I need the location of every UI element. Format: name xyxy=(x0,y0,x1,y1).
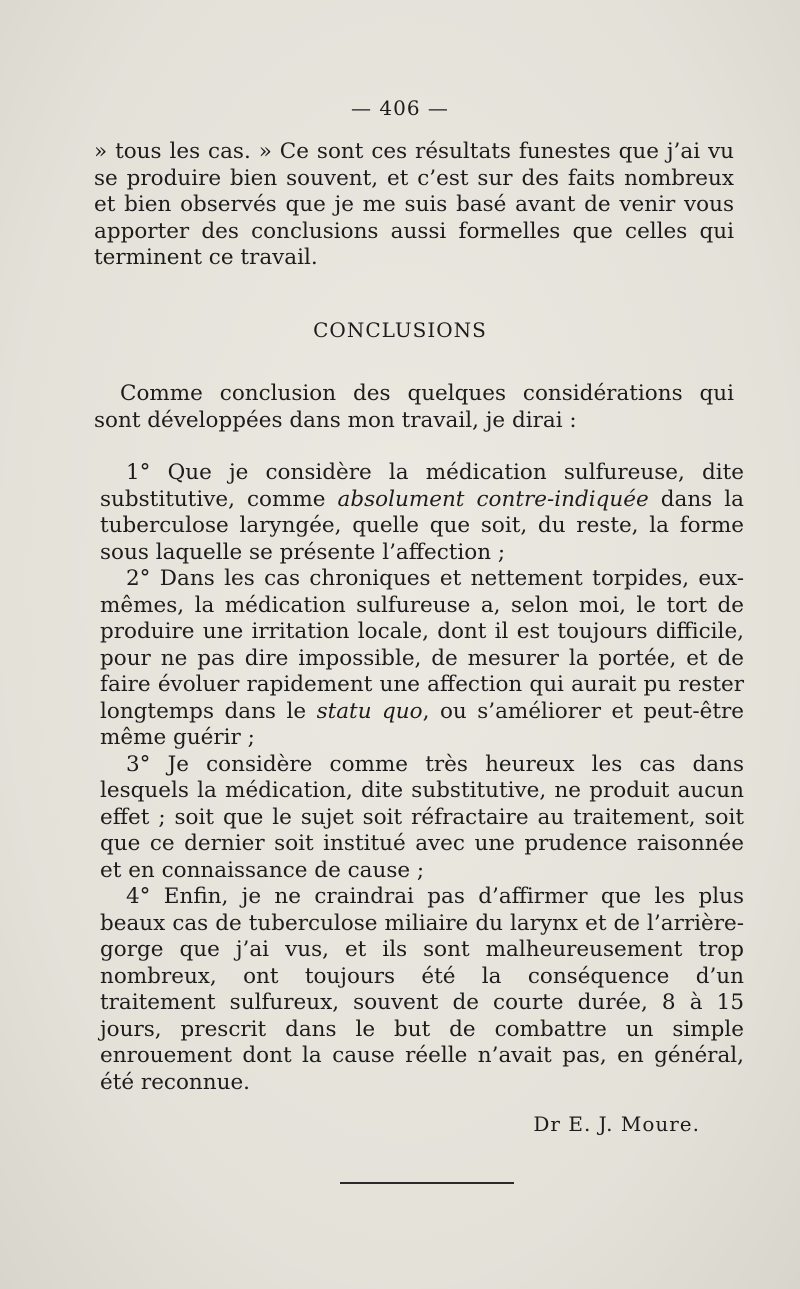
item-2-text-start: 2° Dans les cas chroniques et nettement torpides, eux-mêmes, la médication sulfureuse a, selon moi, le tort de produire une irritation locale, dont il est toujours difficile, pour ne pas dire impossible, de mesurer la portée, et de faire évoluer rapidement une affection qui aurait pu rester longtemps dans le xyxy=(100,566,744,724)
conclusion-item-4: 4° Enfin, je ne craindrai pas d’affirmer que les plus beaux cas de tuberculose miliaire du larynx et de l’arrière-gorge que j’ai vus, et ils sont malheureusement trop nombreux, ont toujours été la conséquence d’un traitement sulfureux, souvent de courte durée, 8 à 15 jours, prescrit dans le but de combattre un simple enrouement dont la cause réelle n’avait pas, en général, été reconnue. xyxy=(100,884,744,1095)
conclusions-list xyxy=(100,460,744,1096)
opening-paragraph xyxy=(94,139,734,272)
page-number: — 406 — xyxy=(351,96,449,120)
item-1-text-start: 1° Que je considère la médication sulfureuse, dite substitutive, comme xyxy=(100,460,744,512)
item-1-emphasis: absolument contre-indiquée xyxy=(337,486,649,512)
intro-paragraph-text: Comme conclusion des quelques considérations qui sont développées dans mon travail, je dirai : xyxy=(94,381,734,433)
section-heading: CONCLUSIONS xyxy=(313,318,487,342)
conclusion-item-1 xyxy=(100,460,744,566)
item-1-text-end: dans la tuberculose laryngée, quelle que soit, du reste, la forme sous laquelle se présente l’affection ; xyxy=(100,486,744,565)
item-2-text-end: , ou s’améliorer et peut-être même guérir ; xyxy=(100,698,744,750)
item-2-emphasis: statu quo xyxy=(316,698,423,724)
author-signature: Dr E. J. Moure. xyxy=(533,1112,700,1136)
closing-rule xyxy=(340,1182,514,1184)
conclusion-item-2 xyxy=(100,566,744,752)
conclusion-item-3: 3° Je considère comme très heureux les cas dans lesquels la médication, dite substitutive, ne produit aucun effet ; soit que le sujet soit réfractaire au traitement, soit que ce dernier soit institué avec une prudence raisonnée et en connaissance de cause ; xyxy=(100,751,744,883)
opening-paragraph-text: » tous les cas. » Ce sont ces résultats funestes que j’ai vu se produire bien souvent, et c’est sur des faits nombreux et bien observés que je me suis basé avant de venir vous apporter des conclusions aussi formelles que celles qui terminent ce travail. xyxy=(94,139,734,270)
intro-paragraph xyxy=(94,381,734,434)
